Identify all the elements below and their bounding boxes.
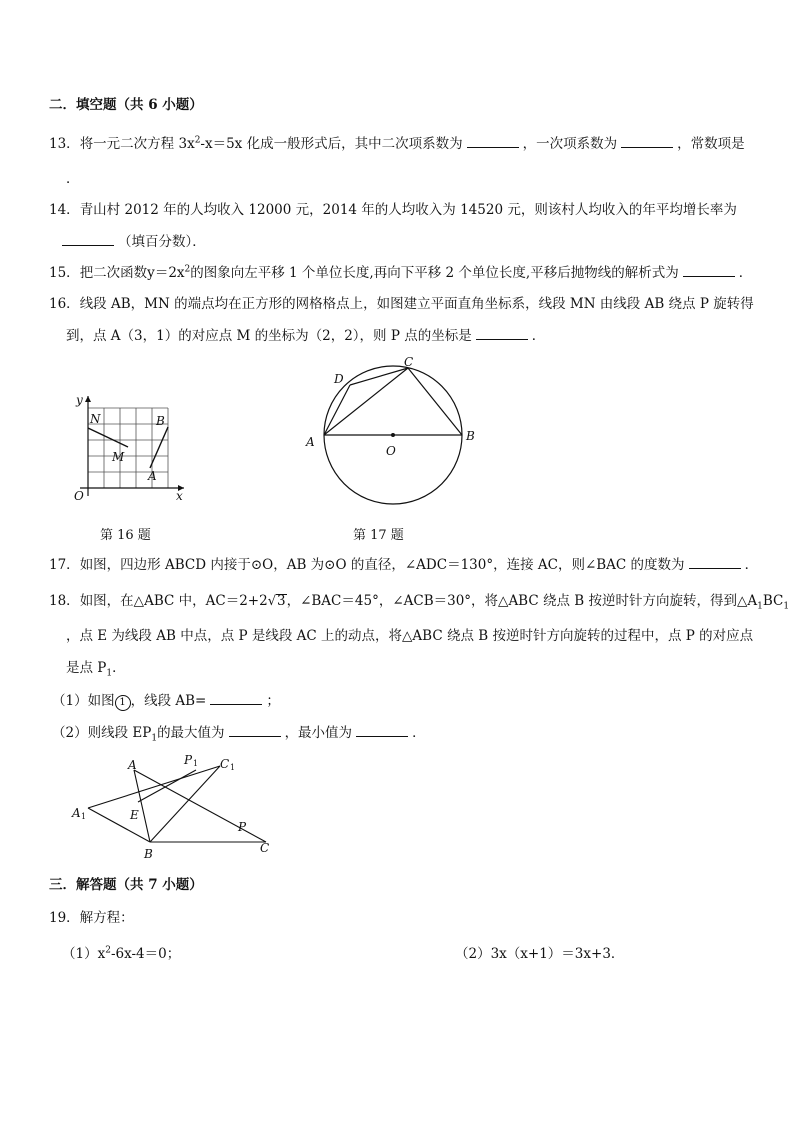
q19-part-2: （2）3x（x+1）＝3x+3． xyxy=(455,946,625,962)
q18-1-text: （1）如图 xyxy=(52,693,115,709)
question-17 xyxy=(49,555,758,574)
fig17-label-o: O xyxy=(386,444,396,458)
q17-text: 如图，四边形 ABCD 内接于⊙O，AB 为⊙O 的直径，∠ADC＝130°，连接 AC，则∠BAC 的度数为 xyxy=(79,557,685,573)
fig17-label-c: C xyxy=(404,355,414,369)
q18-sqrt: 3 xyxy=(276,593,286,609)
q18-2-blank-1[interactable] xyxy=(229,723,281,737)
q15-number: 15． xyxy=(49,265,80,281)
q15-end: ． xyxy=(738,265,753,281)
q18-1-end: ； xyxy=(266,693,280,709)
figure-16 xyxy=(70,390,190,510)
question-13 xyxy=(49,134,745,153)
fig18-label-c: C xyxy=(260,841,270,855)
fig18-label-a1-sub: 1 xyxy=(81,812,87,821)
q18-sub2: 1 xyxy=(783,601,790,612)
q13-sup: 2 xyxy=(194,135,201,146)
q18-2-end: ． xyxy=(412,725,426,741)
fig17-chord-dc xyxy=(350,368,408,385)
fig18-label-c1-sub: 1 xyxy=(230,763,236,772)
section-2-title: 二．填空题（共 6 小题） xyxy=(49,97,203,113)
fig18-seg-ab xyxy=(134,770,150,842)
q17-end: ． xyxy=(744,557,759,573)
q17-blank[interactable] xyxy=(689,555,741,569)
figure-18 xyxy=(70,752,280,862)
q17-number: 17． xyxy=(49,557,80,573)
q13-end: ． xyxy=(66,171,80,187)
q18-part-2 xyxy=(52,723,426,742)
q18-line3b: ． xyxy=(112,660,126,676)
fig16-caption: 第 16 题 xyxy=(100,528,151,543)
fig16-label-x: x xyxy=(176,489,183,503)
fig17-chord-ad xyxy=(324,385,350,435)
fig18-label-p: P xyxy=(238,820,247,834)
question-15 xyxy=(49,263,752,282)
fig16-y-arrow xyxy=(85,396,91,402)
q14-line2-row xyxy=(62,232,206,251)
sqrt-icon: √ xyxy=(267,594,276,609)
fig18-label-p1: P xyxy=(184,753,193,767)
q18-2-text: （2）则线段 EP xyxy=(52,725,152,741)
q19-p1a: （1）x xyxy=(62,946,106,962)
q18-1-text2: ，线段 AB= xyxy=(130,693,207,709)
fig16-label-m: M xyxy=(112,450,125,464)
fig18-seg-ep1 xyxy=(138,770,196,802)
question-19 xyxy=(49,909,134,927)
fig18-label-a: A xyxy=(128,758,137,772)
section-3-title: 三．解答题（共 7 小题） xyxy=(49,877,203,893)
q16-number: 16． xyxy=(49,296,80,312)
q13-number: 13． xyxy=(49,136,80,152)
q15-text2: 的图象向左平移 1 个单位长度,再向下平移 2 个单位长度,平移后抛物线的解析式为 xyxy=(190,265,679,281)
q14-line2: （填百分数）． xyxy=(118,234,206,250)
fig18-seg-a1b xyxy=(88,808,150,842)
fig18-label-c1: C xyxy=(220,757,230,771)
q13-blank-2[interactable] xyxy=(621,134,673,148)
q18-line3a: 是点 P xyxy=(66,660,107,676)
q18-sub3: 1 xyxy=(106,668,113,679)
question-14 xyxy=(49,201,737,219)
fig16-label-a: A xyxy=(148,469,157,483)
q19-part-1 xyxy=(62,945,180,963)
q16-line2: 到，点 A（3，1）的对应点 M 的坐标为（2，2），则 P 点的坐标是 xyxy=(66,328,472,344)
q18-line1b: ，∠BAC＝45°，∠ACB＝30°，将△ABC 绕点 B 按逆时针方向旋转，得到△A xyxy=(286,593,758,609)
fig18-label-p1-sub: 1 xyxy=(193,759,199,768)
q18-sub1: 1 xyxy=(757,601,763,612)
q14-number: 14． xyxy=(49,202,80,218)
fig18-seg-ac xyxy=(134,770,266,842)
q19-p1b: -6x-4＝0； xyxy=(110,946,181,962)
q18-number: 18． xyxy=(49,593,80,609)
fig17-center-dot xyxy=(391,433,395,437)
q13-text3: ，一次项系数为 xyxy=(522,136,618,152)
q14-line1: 青山村 2012 年的人均收入 12000 元，2014 年的人均收入为 14520 元，则该村人均收入的年平均增长率为 xyxy=(79,202,737,218)
fig16-label-o: O xyxy=(74,489,84,503)
q14-blank[interactable] xyxy=(62,232,114,246)
q16-blank[interactable] xyxy=(476,326,528,340)
q13-blank-1[interactable] xyxy=(467,134,519,148)
q18-part-1 xyxy=(52,691,280,711)
q19-text: 解方程： xyxy=(79,910,134,926)
circled-one-icon: 1 xyxy=(115,695,131,711)
q19-p1-sup: 2 xyxy=(105,945,111,956)
question-16 xyxy=(49,295,754,313)
fig16-segment-nm xyxy=(88,428,128,447)
fig18-label-e: E xyxy=(130,808,139,822)
fig17-label-d: D xyxy=(334,372,344,386)
q13-text: 将一元二次方程 3x xyxy=(79,136,195,152)
q18-2-blank-2[interactable] xyxy=(356,723,408,737)
fig17-label-a: A xyxy=(306,435,315,449)
fig16-label-y: y xyxy=(76,393,83,407)
fig16-label-n: N xyxy=(90,412,101,426)
q15-text: 把二次函数y＝2x xyxy=(79,265,185,281)
q13-text4: ，常数项是 xyxy=(677,136,745,152)
q18-1-blank[interactable] xyxy=(210,691,262,705)
fig16-label-b: B xyxy=(156,414,165,428)
q18-2-text2: 的最大值为 xyxy=(157,725,225,741)
q18-2-sub: 1 xyxy=(151,733,158,744)
q16-line1: 线段 AB，MN 的端点均在正方形的网格格点上，如图建立平面直角坐标系，线段 MN 由线段 AB 绕点 P 旋转得 xyxy=(79,296,754,312)
q13-text2: -x＝5x 化成一般形式后，其中二次项系数为 xyxy=(200,136,463,152)
q15-blank[interactable] xyxy=(683,263,735,277)
fig18-label-a1: A xyxy=(72,806,81,820)
question-18 xyxy=(49,592,789,611)
q18-line3 xyxy=(66,659,126,677)
q18-line2: ，点 E 为线段 AB 中点，点 P 是线段 AC 上的动点，将△ABC 绕点 B 按逆时针方向旋转的过程中，点 P 的对应点 xyxy=(66,628,754,644)
fig18-label-b: B xyxy=(144,847,153,861)
q16-line2-row xyxy=(66,326,545,345)
fig17-caption: 第 17 题 xyxy=(353,528,404,543)
q18-line1c: BC xyxy=(762,593,784,609)
fig16-segment-ab xyxy=(150,427,168,468)
q16-end: ． xyxy=(531,328,546,344)
q19-number: 19． xyxy=(49,910,80,926)
q18-line1a: 如图，在△ABC 中，AC＝2+2 xyxy=(79,593,268,609)
q18-2-text3: ，最小值为 xyxy=(284,725,353,741)
q15-sup: 2 xyxy=(184,264,191,275)
fig17-label-b: B xyxy=(466,429,475,443)
figure-17 xyxy=(300,355,480,510)
